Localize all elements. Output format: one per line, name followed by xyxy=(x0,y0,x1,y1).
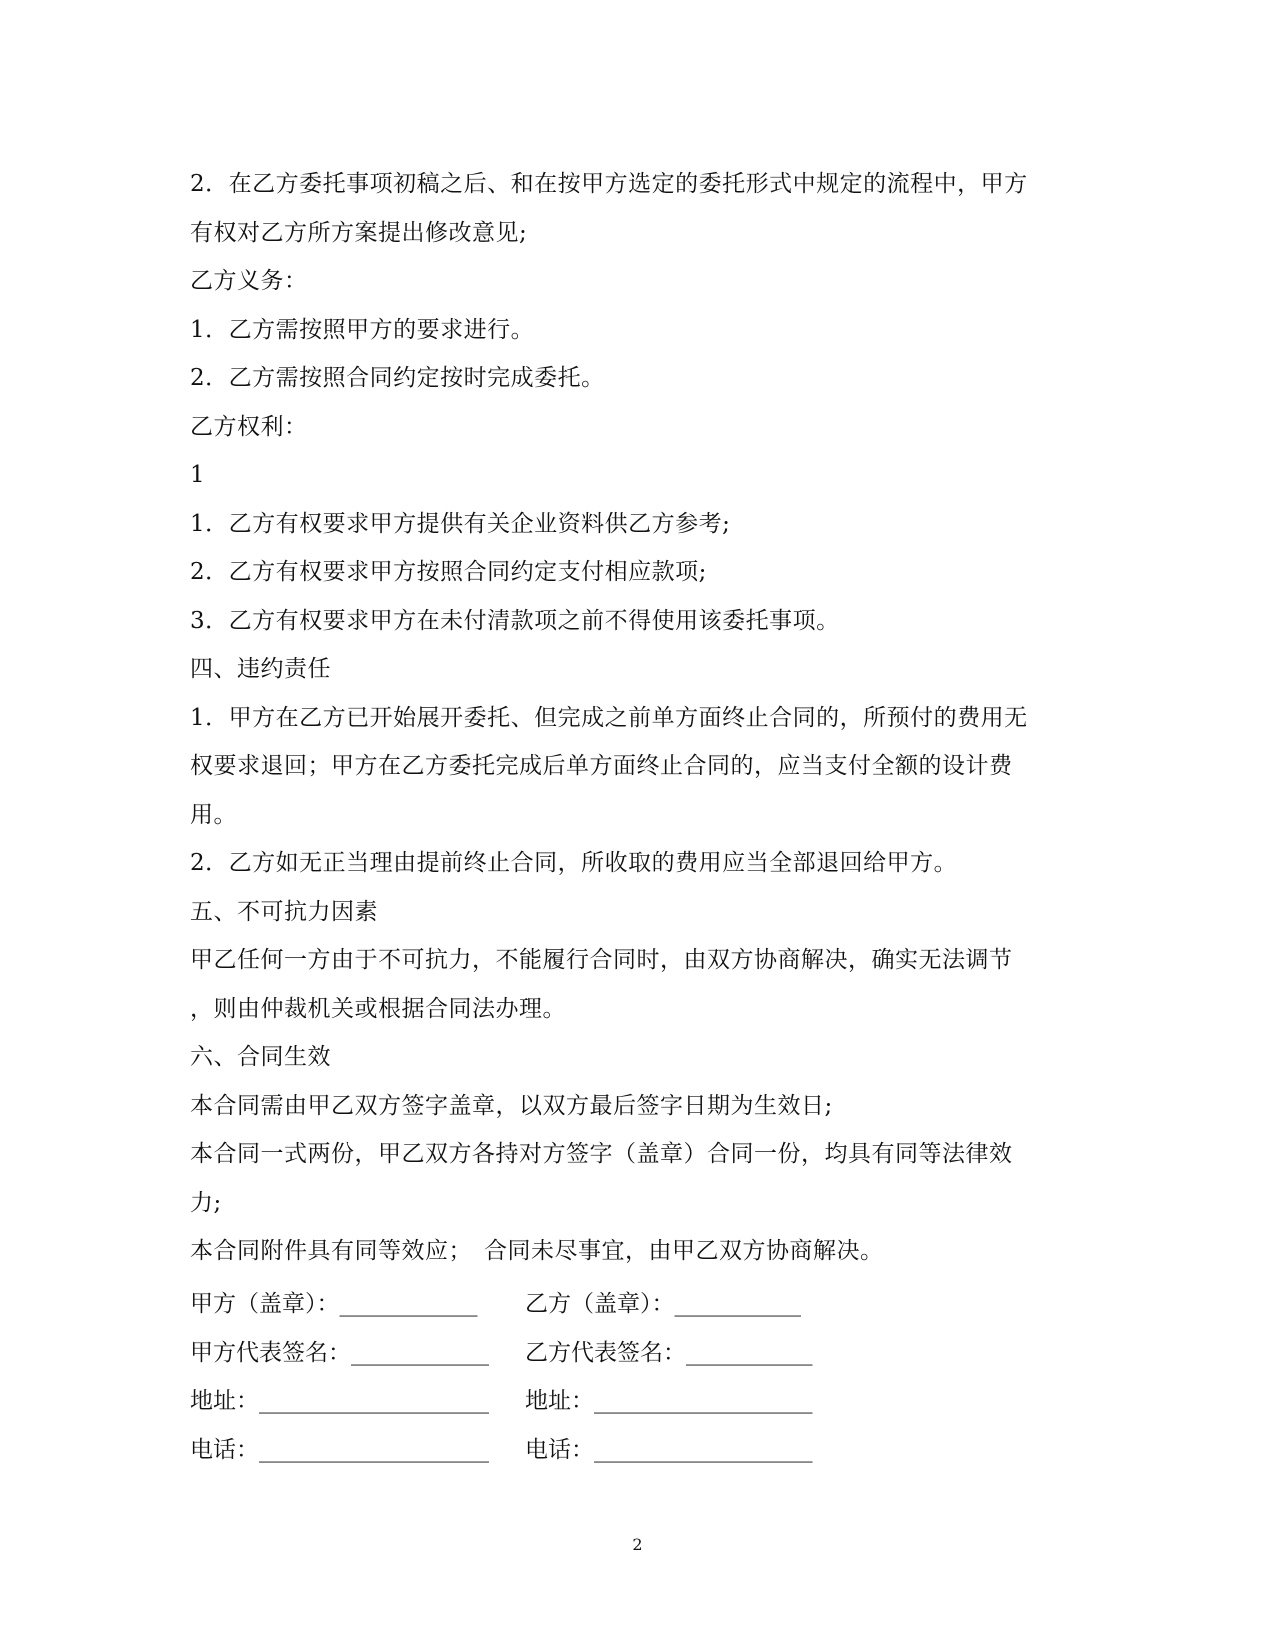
text-line: 3．乙方有权要求甲方在未付清款项之前不得使用该委托事项。 xyxy=(190,607,840,634)
party-a-phone-field: 电话：____________________ xyxy=(190,1436,489,1463)
text-line: 权要求退回；甲方在乙方委托完成后单方面终止合同的，应当支付全额的设计费 xyxy=(190,753,1013,779)
signature-block xyxy=(190,1280,813,1474)
text-line: 用。 xyxy=(190,801,237,828)
page-number: 2 xyxy=(632,1535,643,1554)
section-label-obligations: 乙方义务： xyxy=(190,268,308,294)
text-line: 2．乙方有权要求甲方按照合同约定支付相应款项; xyxy=(190,559,707,585)
party-a-representative-field: 甲方代表签名：____________ xyxy=(190,1339,489,1366)
text-line: 2．在乙方委托事项初稿之后、和在按甲方选定的委托形式中规定的流程中，甲方 xyxy=(190,171,1028,197)
contract-body xyxy=(190,160,1080,1276)
section-heading-force-majeure: 五、不可抗力因素 xyxy=(190,898,378,925)
party-b-seal-field: 乙方（盖章）：___________ xyxy=(525,1291,801,1317)
text-line: 1．乙方有权要求甲方提供有关企业资料供乙方参考; xyxy=(190,510,731,537)
text-line: 本合同附件具有同等效应； 合同未尽事宜，由甲乙双方协商解决。 xyxy=(190,1238,884,1264)
text-line: 1 xyxy=(190,462,206,488)
signature-row-address xyxy=(190,1377,813,1426)
text-line: 甲乙任何一方由于不可抗力，不能履行合同时，由双方协商解决，确实无法调节 xyxy=(190,947,1013,973)
text-line: 2．乙方需按照合同约定按时完成委托。 xyxy=(190,365,605,391)
signature-row-seal xyxy=(190,1280,813,1329)
text-line: 力; xyxy=(190,1189,222,1216)
signature-row-phone xyxy=(190,1426,813,1475)
text-line: 本合同需由甲乙双方签字盖章，以双方最后签字日期为生效日; xyxy=(190,1092,833,1119)
section-heading-effectiveness: 六、合同生效 xyxy=(190,1044,331,1070)
section-heading-breach: 四、违约责任 xyxy=(190,656,331,682)
signature-row-representative xyxy=(190,1329,813,1378)
section-label-rights: 乙方权利： xyxy=(190,413,308,440)
text-line: 1．甲方在乙方已开始展开委托、但完成之前单方面终止合同的，所预付的费用无 xyxy=(190,704,1028,731)
party-a-seal-field: 甲方（盖章）：____________ xyxy=(190,1291,478,1317)
text-line: 1．乙方需按照甲方的要求进行。 xyxy=(190,316,535,343)
text-line: 本合同一式两份，甲乙双方各持对方签字（盖章）合同一份，均具有同等法律效 xyxy=(190,1141,1013,1167)
party-b-phone-field: 电话：___________________ xyxy=(525,1436,813,1463)
party-b-representative-field: 乙方代表签名：___________ xyxy=(525,1339,813,1366)
party-a-address-field: 地址：____________________ xyxy=(190,1388,489,1414)
text-line: 2．乙方如无正当理由提前终止合同，所收取的费用应当全部退回给甲方。 xyxy=(190,850,958,876)
text-line: 有权对乙方所方案提出修改意见; xyxy=(190,219,528,246)
party-b-address-field: 地址：___________________ xyxy=(525,1388,813,1414)
text-line: ，则由仲裁机关或根据合同法办理。 xyxy=(190,995,566,1022)
